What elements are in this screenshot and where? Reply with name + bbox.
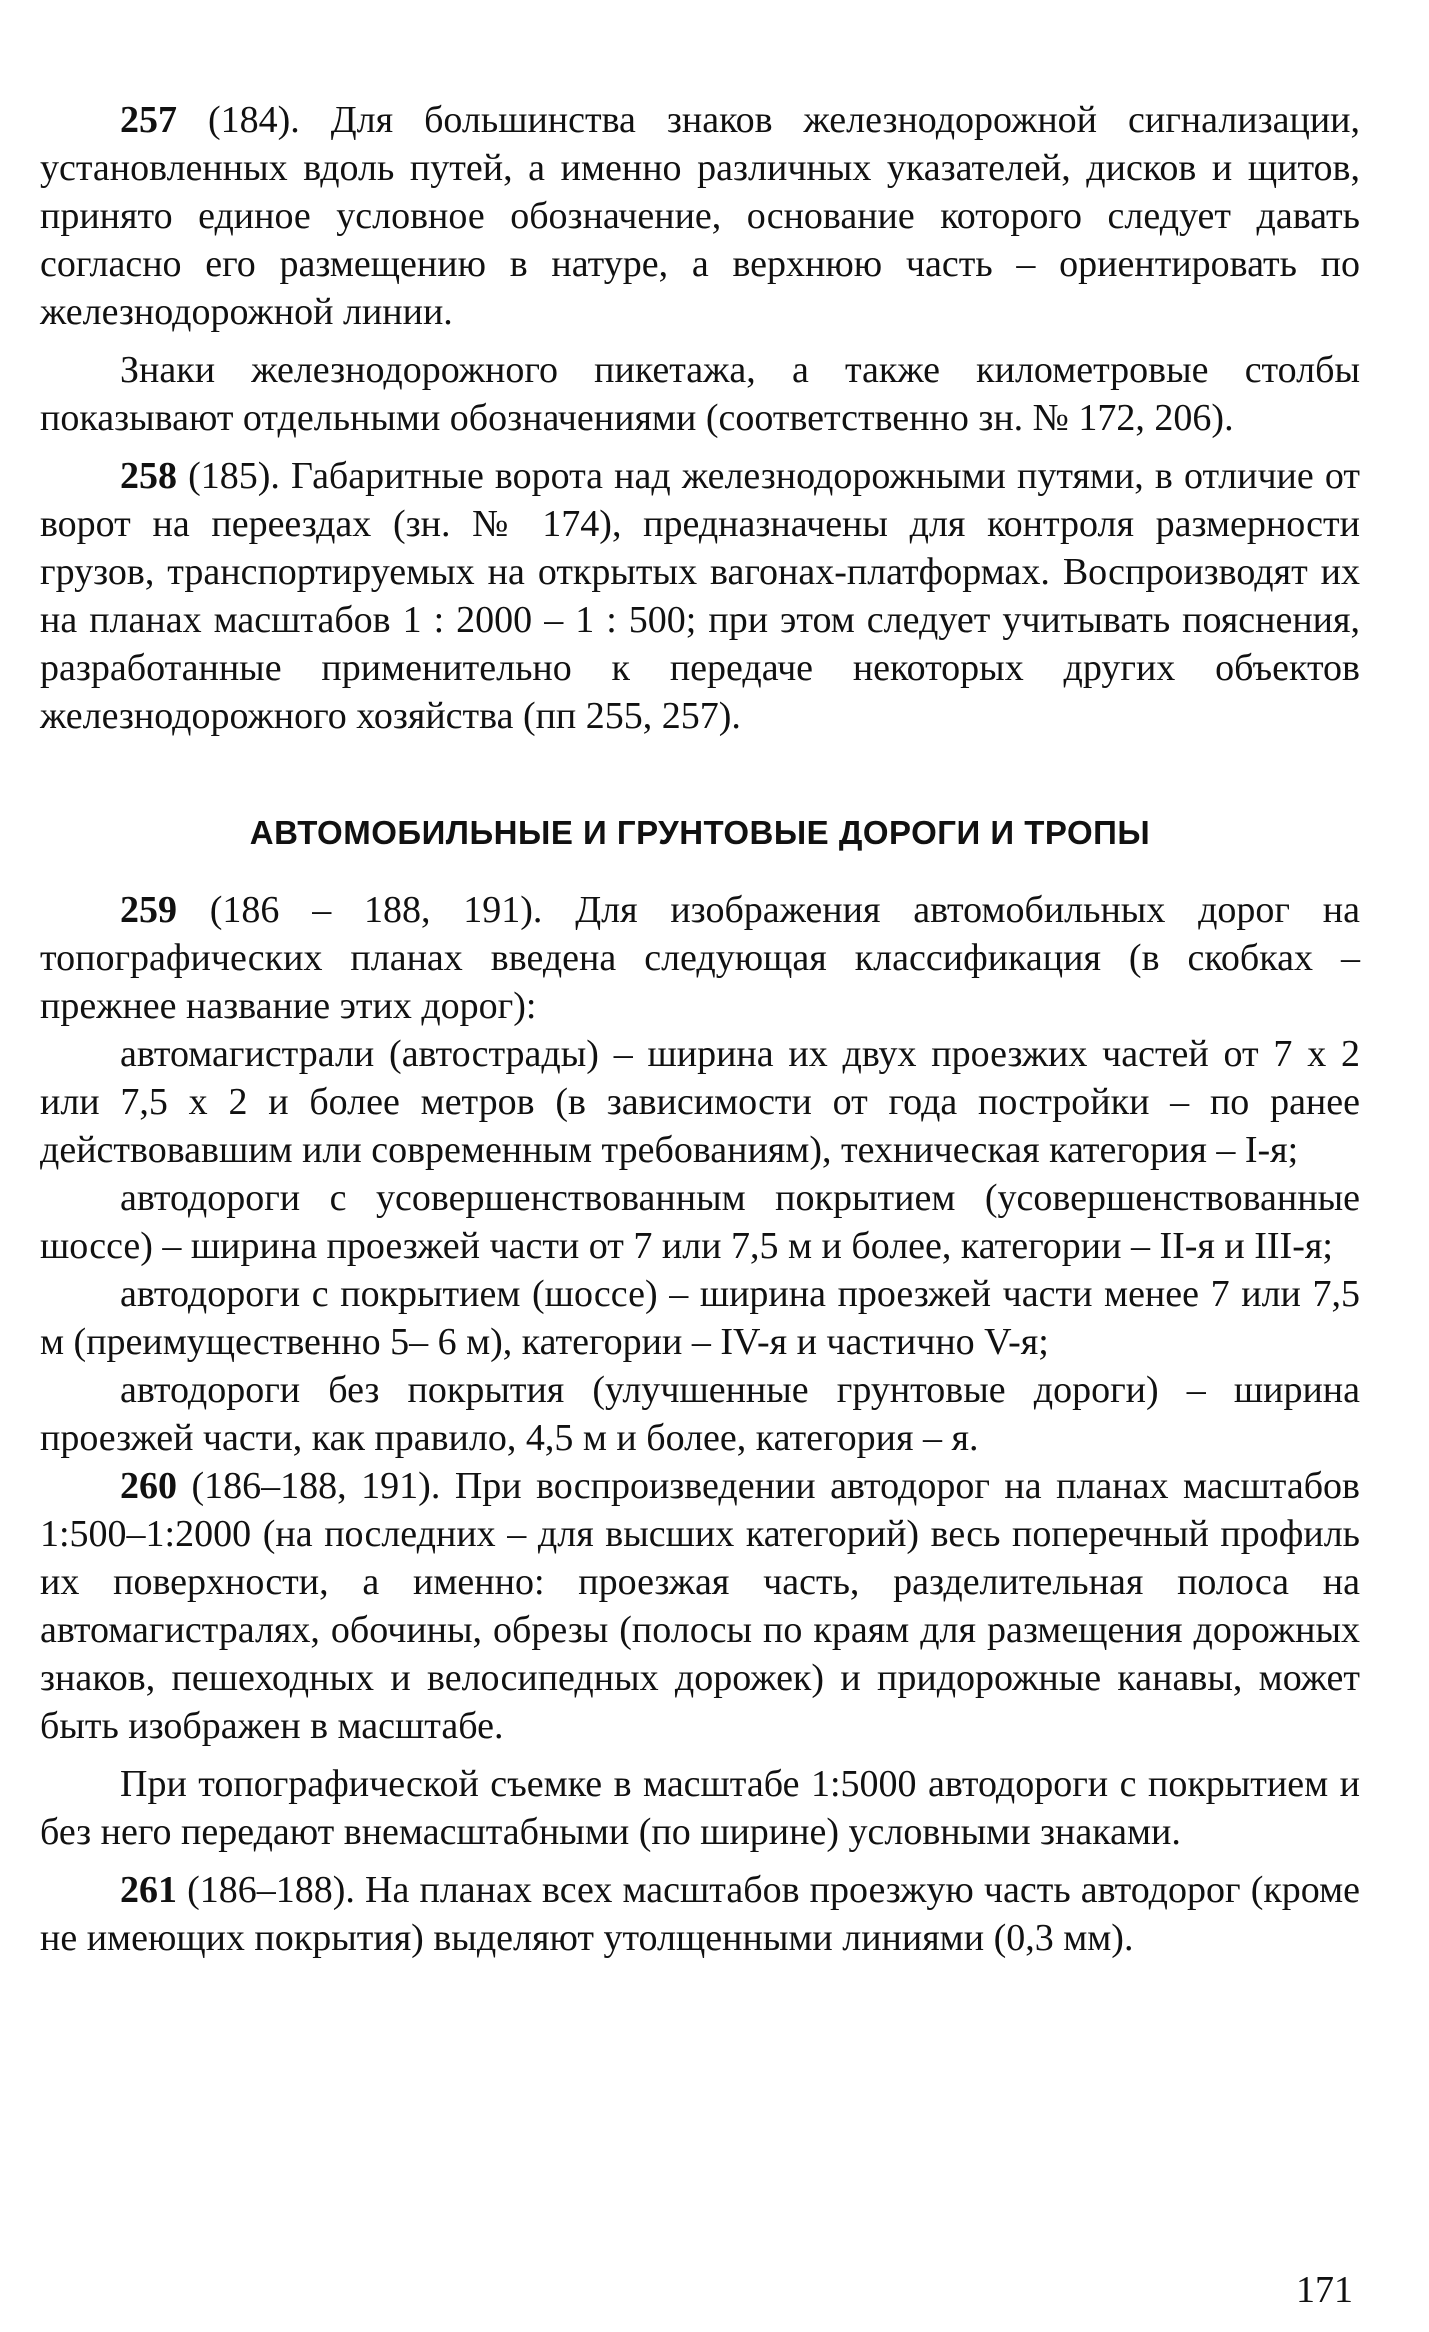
paragraph-text: (185). Габаритные ворота над железнодорожными путями, в отличие от ворот на переездах (зн. № 174), предназначены для контроля размерности грузов, транспортируемых на открытых вагонах-платформах. Воспроизводят их на планах масштабов 1 : 2000 – 1 : 500; при этом следует учитывать пояснения, разработанные применительно к передаче некоторых других объектов железнодорожного хозяйства (пп 255, 257). <box>40 455 1360 737</box>
paragraph-text: (186–188). На планах всех масштабов проезжую часть автодорог (кроме не имеющих покрытия) выделяют утолщенными линиями (0,3 мм). <box>40 1869 1360 1959</box>
paragraph-text: (186 – 188, 191). Для изображения автомобильных дорог на топографических планах введена следующая классификация (в скобках – прежнее название этих дорог): <box>40 889 1360 1027</box>
paragraph-text: (184). Для большинства знаков железнодорожной сигнализации, установленных вдоль путей, а именно различных указателей, дисков и щитов, принято единое условное обозначение, основание которого следует давать согласно его размещению в натуре, а верхнюю часть – ориентировать по железнодорожной линии. <box>40 99 1360 333</box>
paragraph-text: автодороги с усовершенствованным покрытием (усовершенствованные шоссе) – ширина проезжей части от 7 или 7,5 м и более, категории – II-я и III-я; <box>40 1177 1360 1267</box>
paragraph-261 <box>40 1866 1360 1962</box>
paragraph-258 <box>40 452 1360 740</box>
document-page <box>40 96 1360 1962</box>
page-number: 171 <box>1296 2269 1353 2311</box>
paragraph-number: 257 <box>120 99 177 141</box>
paragraph-number: 259 <box>120 889 177 931</box>
paragraph-text: При топографической съемке в масштабе 1:5000 автодороги с покрытием и без него передают внемасштабными (по ширине) условными знаками. <box>40 1763 1360 1853</box>
section-heading: АВТОМОБИЛЬНЫЕ И ГРУНТОВЫЕ ДОРОГИ И ТРОПЫ <box>249 814 1151 851</box>
paragraph-number: 260 <box>120 1465 177 1507</box>
list-item-paved-roads <box>40 1270 1360 1366</box>
paragraph-259 <box>40 886 1360 1030</box>
paragraph-257 <box>40 96 1360 336</box>
paragraph-text: автомагистрали (автострады) – ширина их двух проезжих частей от 7 х 2 или 7,5 х 2 и более метров (в зависимости от года постройки – по ранее действовавшим или современным требованиям), техническая категория – I-я; <box>40 1033 1360 1171</box>
list-item-unpaved-roads <box>40 1366 1360 1462</box>
paragraph-text: автодороги без покрытия (улучшенные грунтовые дороги) – ширина проезжей части, как правило, 4,5 м и более, категория – я. <box>40 1369 1360 1459</box>
paragraph-number: 258 <box>120 455 177 497</box>
paragraph-survey <box>40 1760 1360 1856</box>
paragraph-text: (186–188, 191). При воспроизведении автодорог на планах масштабов 1:500–1:2000 (на последних – для высших категорий) весь поперечный профиль их поверхности, а именно: проезжая часть, разделительная полоса на автомагистралях, обочины, обрезы (полосы по краям для размещения дорожных знаков, пешеходных и велосипедных дорожек) и придорожные канавы, может быть изображен в масштабе. <box>40 1465 1360 1747</box>
list-item-motorways <box>40 1030 1360 1174</box>
paragraph-text: Знаки железнодорожного пикетажа, а также километровые столбы показывают отдельными обозначениями (соответственно зн. № 172, 206). <box>40 349 1360 439</box>
list-item-improved-roads <box>40 1174 1360 1270</box>
paragraph-picketage <box>40 346 1360 442</box>
paragraph-number: 261 <box>120 1869 177 1911</box>
paragraph-text: автодороги с покрытием (шоссе) – ширина проезжей части менее 7 или 7,5 м (преимущественно 5– 6 м), категории – IV-я и частично V-я; <box>40 1273 1360 1363</box>
paragraph-260 <box>40 1462 1360 1750</box>
